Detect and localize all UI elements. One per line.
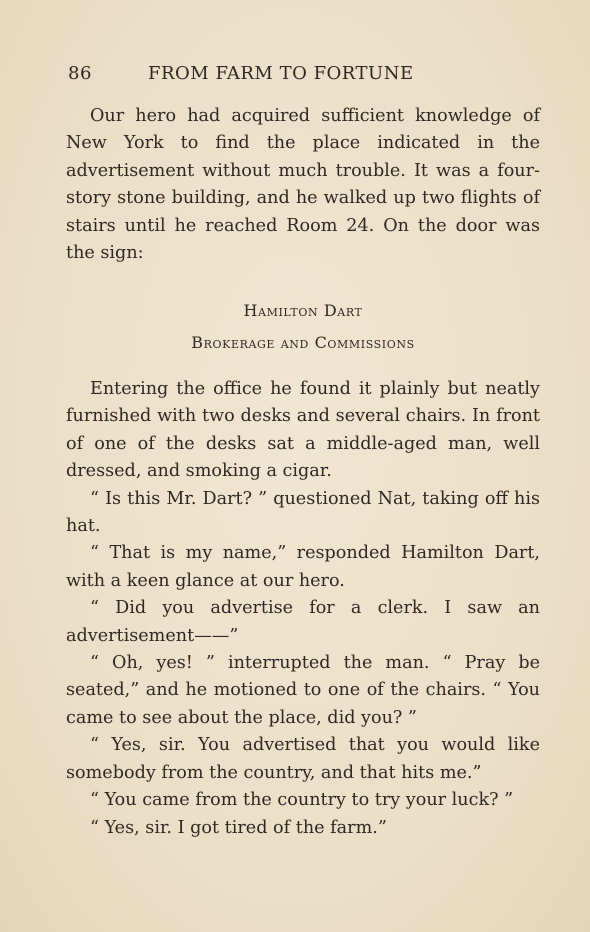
running-header	[68, 63, 540, 89]
sign-subtitle: Brokerage and Commissions	[191, 333, 415, 352]
paragraph: “ Did you advertise for a clerk. I saw an advertisement——”	[66, 598, 540, 646]
paragraph: “ Yes, sir. You advertised that you would like somebody from the country, and that hits me.”	[66, 735, 540, 783]
page-number: 86	[68, 63, 92, 84]
running-title: FROM FARM TO FORTUNE	[148, 63, 414, 84]
body-text-bottom	[66, 376, 540, 842]
paragraph: “ That is my name,” responded Hamilton Dart, with a keen glance at our hero.	[66, 543, 540, 591]
paragraph: “ You came from the country to try your luck? ”	[90, 790, 514, 811]
paragraph: “ Oh, yes! ” interrupted the man. “ Pray be seated,” and he motioned to one of the chairs. “ You came to see about the place, did you? ”	[66, 653, 540, 728]
sign-name: Hamilton Dart	[243, 301, 363, 320]
paragraph: Our hero had acquired sufficient knowledge of New York to find the place indicated in the advertisement without much trouble. It was a four-story stone building, and he walked up two flights of stairs until he reached Room 24. On the door was the sign:	[66, 106, 540, 264]
paragraph: “ Yes, sir. I got tired of the farm.”	[90, 817, 387, 838]
door-sign	[66, 295, 540, 359]
body-text-top	[66, 103, 540, 267]
paragraph: “ Is this Mr. Dart? ” questioned Nat, taking off his hat.	[66, 488, 540, 537]
paragraph: Entering the office he found it plainly but neatly furnished with two desks and several chairs. In front of one of the desks sat a middle-aged man, well dressed, and smoking a cigar.	[66, 379, 540, 482]
